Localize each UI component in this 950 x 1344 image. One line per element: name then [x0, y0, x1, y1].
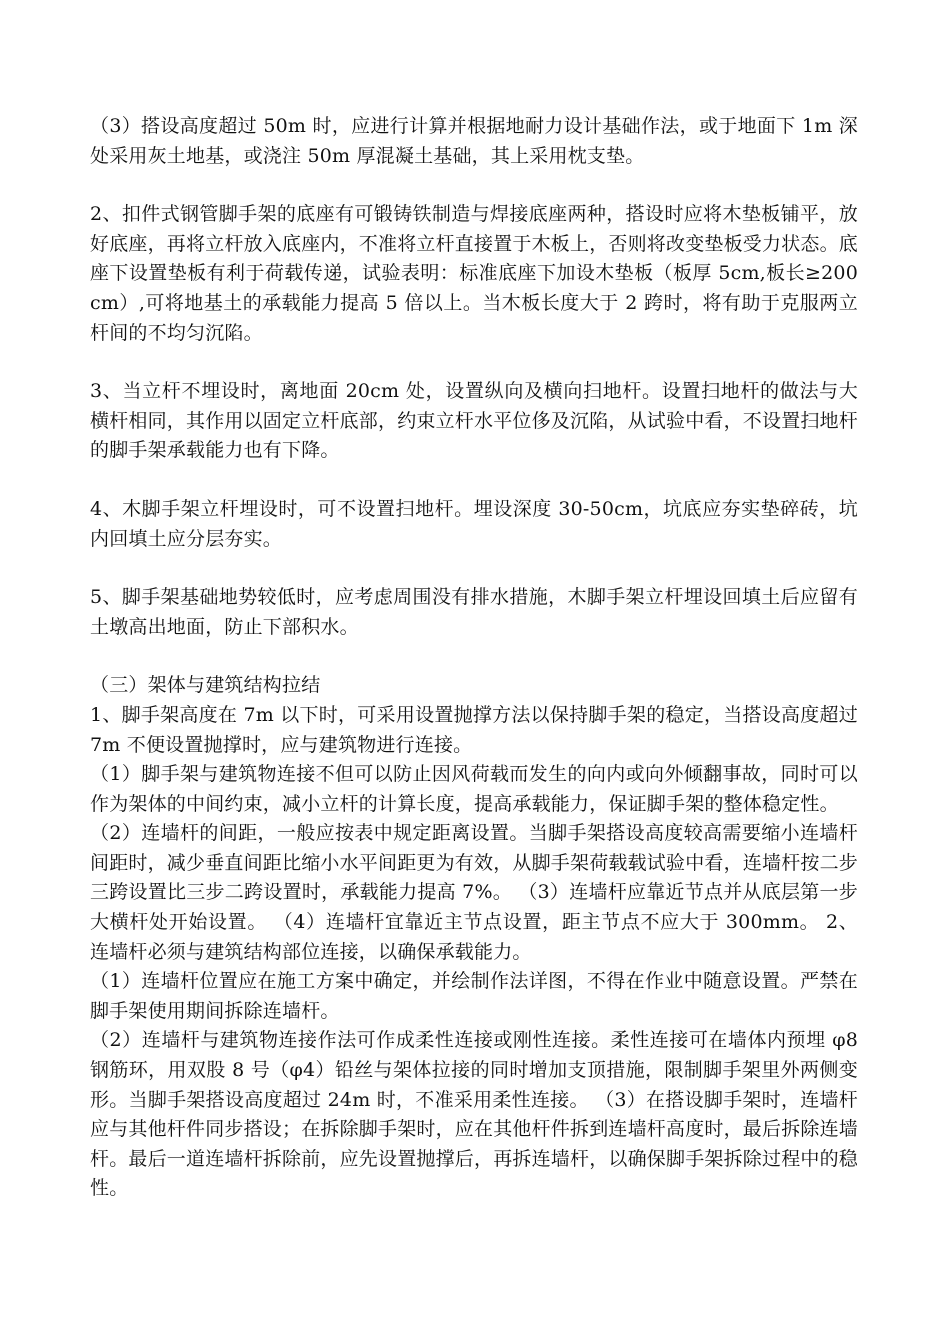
section-paragraph-flexible-rigid: （2）连墙杆与建筑物连接作法可作成柔性连接或刚性连接。柔性连接可在墙体内预埋 φ8 钢筋环，用双股 8 号（φ4）铅丝与架体拉接的同时增加支顶措施，限制脚手架里外两侧变形。当脚手架搭设高度超过 24m 时，不准采用柔性连接。 （3）在搭设脚手架时，连墙杆应与其他杆件同步搭设；在拆除脚手架时，应在其他杆件拆到连墙杆高度时，最后拆除连墙杆。最后一道连墙杆拆除前，应先设置抛撑后，再拆连墙杆，以确保脚手架拆除过程中的稳性。 [90, 1029, 859, 1200]
section-paragraph-spacing: （2）连墙杆的间距，一般应按表中规定距离设置。当脚手架搭设高度较高需要缩小连墙杆间距时，减少垂直间距比缩小水平间距更为有效，从脚手架荷载载试验中看，连墙杆按二步三跨设置比三步二跨设置时，承载能力提高 7%。 （3）连墙杆应靠近节点并从底层第一步大横杆处开始设置。 （4）连墙杆宜靠近主节点设置，距主节点不应大于 300mm。 2、连墙杆必须与建筑结构部位连接，以确保承载能力。 [90, 822, 859, 963]
paragraph-drainage: 5、脚手架基础地势较低时，应考虑周围没有排水措施，木脚手架立杆埋设回填土后应留有土墩高出地面，防止下部积水。 [90, 586, 858, 638]
paragraph-sweep-rod: 3、当立杆不埋设时，离地面 20cm 处，设置纵向及横向扫地杆。设置扫地杆的做法与大横杆相同，其作用以固定立杆底部，约束立杆水平位侈及沉陷，从试验中看，不设置扫地杆的脚手架承载能力也有下降。 [90, 380, 859, 462]
section-paragraph-bracing: 1、脚手架高度在 7m 以下时，可采用设置抛撑方法以保持脚手架的稳定，当搭设高度超过 7m 不便设置抛撑时，应与建筑物进行连接。 [90, 703, 858, 756]
section-paragraph-position: （1）连墙杆位置应在施工方案中确定，并绘制作法详图，不得在作业中随意设置。严禁在脚手架使用期间拆除连墙杆。 [90, 970, 858, 1022]
section-title: （三）架体与建筑结构拉结 [90, 674, 321, 697]
paragraph-base-plate: 2、扣件式钢管脚手架的底座有可锻铸铁制造与焊接底座两种，搭设时应将木垫板铺平，放好底座，再将立杆放入底座内，不准将立杆直接置于木板上，否则将改变垫板受力状态。底座下设置垫板有利于荷载传递，试验表明：标准底座下加设木垫板（板厚 5cm,板长≥200cm）,可将地基土的承载能力提高 5 倍以上。当木板长度大于 2 跨时，将有助于克服两立杆间的不均匀沉陷。 [90, 203, 859, 344]
document-body [90, 112, 858, 1204]
paragraph-foundation-height: （3）搭设高度超过 50m 时，应进行计算并根据地耐力设计基础作法，或于地面下 1m 深处采用灰土地基，或浇注 50m 厚混凝土基础，其上采用枕支垫。 [90, 115, 858, 167]
paragraph-wood-pole: 4、木脚手架立杆埋设时，可不设置扫地杆。埋设深度 30-50cm，坑底应夯实垫碎砖，坑内回填土应分层夯实。 [90, 497, 858, 550]
section-paragraph-connection-purpose: （1）脚手架与建筑物连接不但可以防止因风荷载而发生的向内或向外倾翻事故，同时可以作为架体的中间约束，减小立杆的计算长度，提高承载能力，保证脚手架的整体稳定性。 [90, 763, 858, 815]
